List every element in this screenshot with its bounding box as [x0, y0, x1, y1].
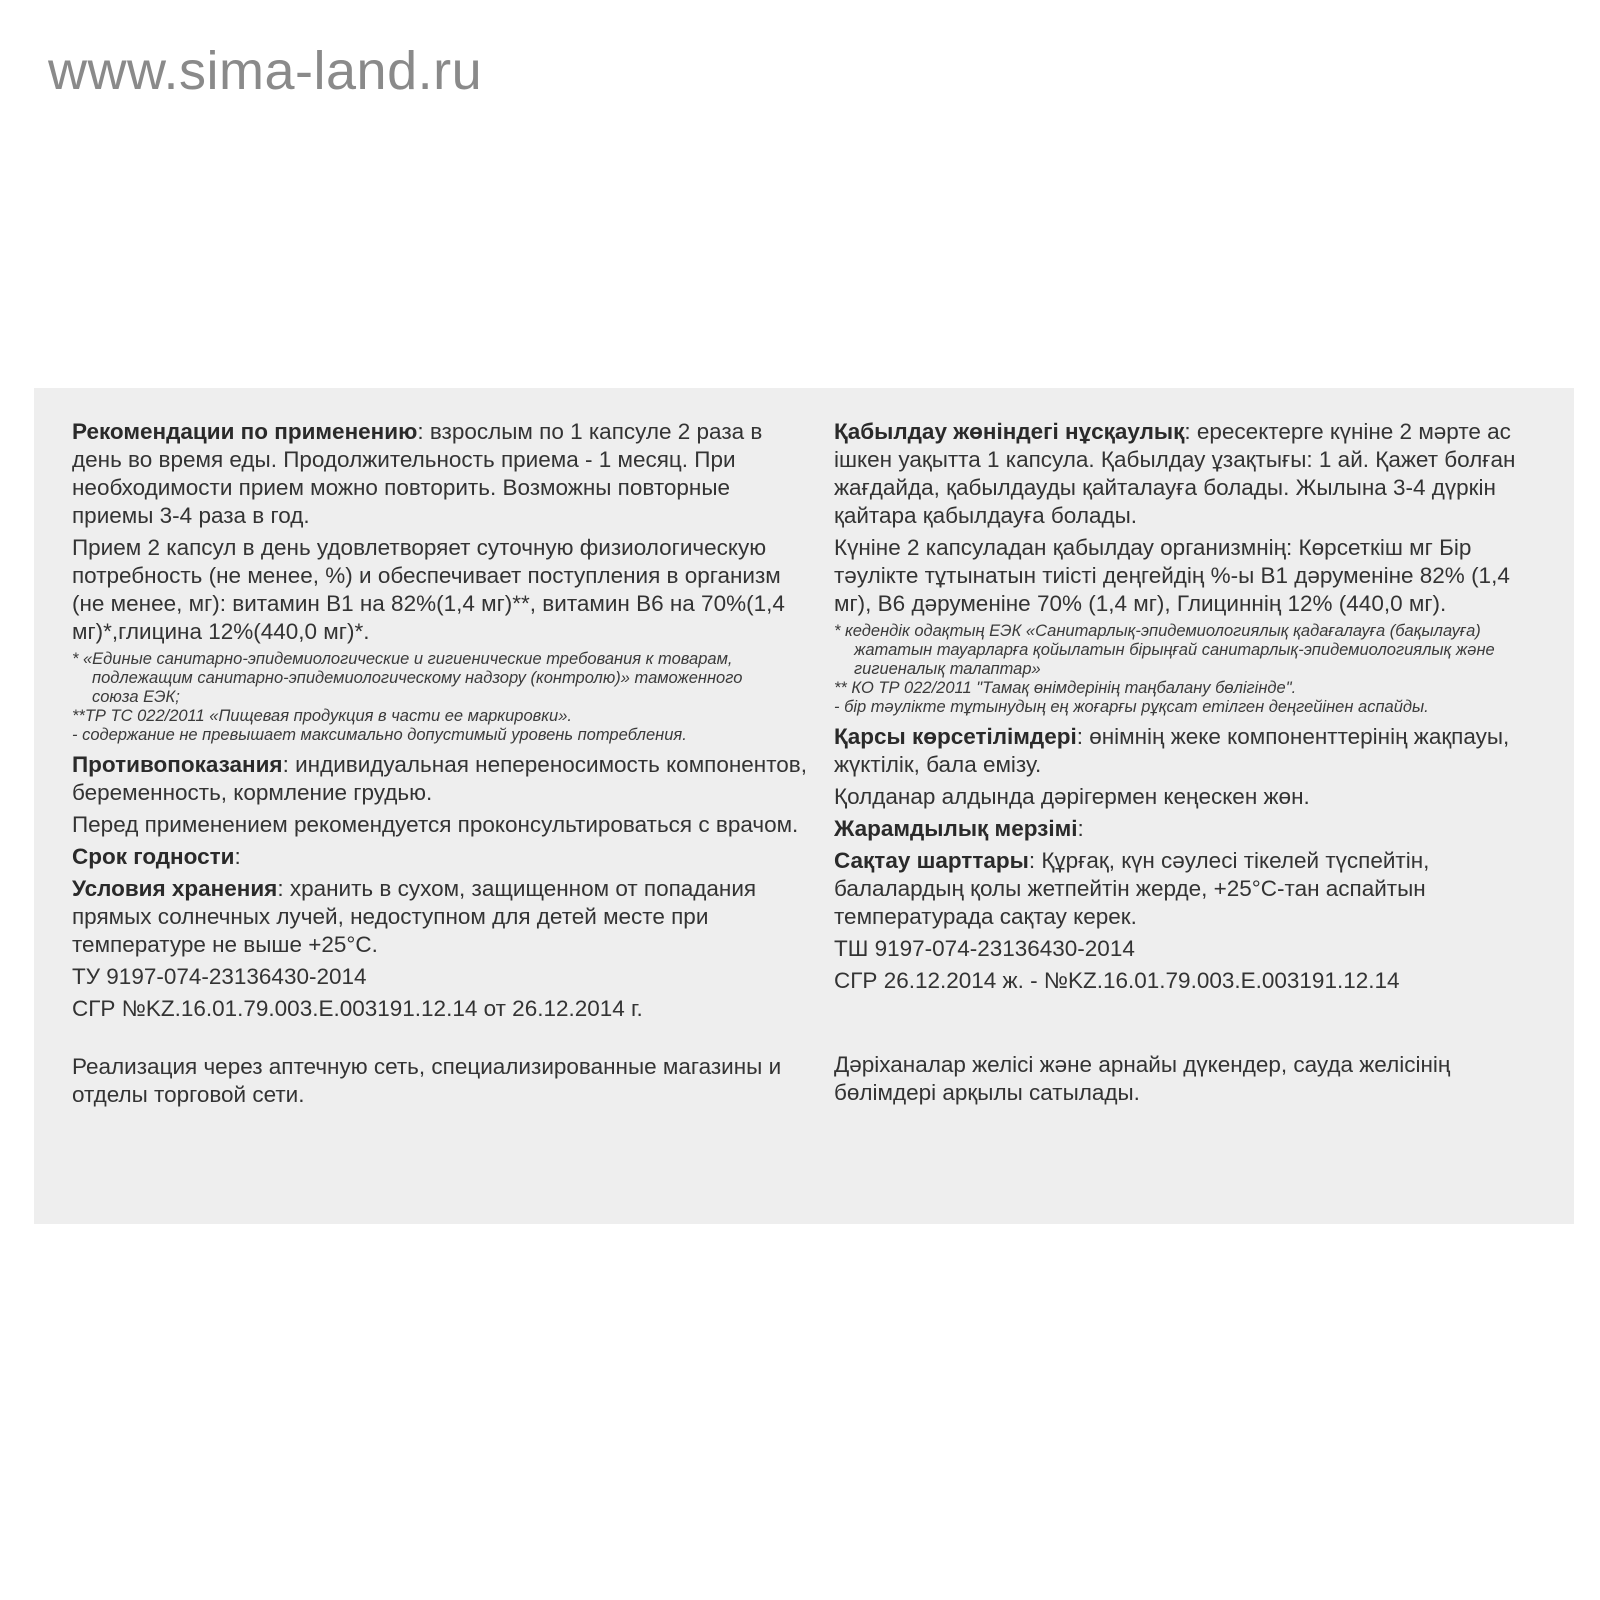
shelf-life-title: Жарамдылық мерзімі [834, 816, 1078, 841]
contraindications-text: : индивидуальная непереносимость компонентов, беременность, кормление грудью. [72, 752, 807, 805]
footnote-2: **ТР ТС 022/2011 «Пищевая продукция в части ее маркировки». [72, 707, 572, 725]
intake-paragraph: Прием 2 капсул в день удовлетворяет суточную физиологическую потребность (не менее, %) и обеспечивает поступления в организм (не менее, мг): витамин В1 на 82%(1,4 мг)**, витамин В6 на 70%(1,4 мг)*,глицина 12%(440,0 мг)*. [72, 535, 785, 644]
footnote-3: - содержание не превышает максимально допустимый уровень потребления. [72, 726, 687, 744]
footnote-1c: гигиеналық талаптар» [854, 660, 1041, 678]
storage-paragraph [834, 847, 1546, 931]
storage-text: : Құрғақ, күн сәулесі тікелей түспейтін, балалардың қолы жетпейтін жерде, +25°С-тан аспайтын температурада сақтау керек. [834, 848, 1430, 929]
footnote-1a: * кедендік одақтың ЕЭК «Санитарлық-эпидемиологиялық қадағалауға (бақылауға) [834, 622, 1481, 640]
sales-paragraph: Дәріханалар желісі және арнайы дүкендер, сауда желісінің бөлімдері арқылы сатылады. [834, 1052, 1451, 1105]
usage-title: Қабылдау жөніндегі нұсқаулық [834, 419, 1185, 444]
usage-title: Рекомендации по применению [72, 419, 418, 444]
package-label-panel [34, 388, 1574, 1224]
usage-paragraph [72, 418, 814, 530]
storage-title: Сақтау шарттары [834, 848, 1029, 873]
footnote-1b: жататын тауарларға қойылатын бірыңғай санитарлық-эпидемиологиялық және [854, 641, 1495, 659]
storage-paragraph [72, 875, 814, 959]
contraindications-paragraph [834, 723, 1546, 779]
footnote-1c: союза ЕЭК; [92, 688, 180, 706]
russian-column [72, 418, 814, 1113]
kazakh-column [834, 418, 1546, 1111]
tu-number: ТУ 9197-074-23136430-2014 [72, 964, 367, 989]
footnote-2: ** КО ТР 022/2011 "Тамақ өнімдерінің таңбалану бөлігінде". [834, 679, 1297, 697]
consult-paragraph: Қолданар алдында дәрігермен кеңескен жөн. [834, 784, 1310, 809]
sales-paragraph: Реализация через аптечную сеть, специализированные магазины и отделы торговой сети. [72, 1054, 782, 1107]
contraindications-title: Противопоказания [72, 752, 283, 777]
shelf-life-paragraph [834, 815, 1546, 843]
footnote-3: - бір тәулікте тұтынудың ең жоғарғы рұқсат етілген деңгейінен аспайды. [834, 698, 1429, 716]
sgr-number: СГР 26.12.2014 ж. - №KZ.16.01.79.003.E.003191.12.14 [834, 968, 1400, 993]
shelf-life-text: : [234, 844, 241, 869]
usage-text: : ересектерге күніне 2 мәрте ас ішкен уақытта 1 капсула. Қабылдау ұзақтығы: 1 ай. Қажет болған жағдайда, қабылдауды қайталауға болады. Жылына 3-4 дүркін қайтара қабылдауға болады. [834, 419, 1516, 528]
shelf-life-paragraph [72, 843, 814, 871]
intake-paragraph: Күніне 2 капсуладан қабылдау организмнің: Көрсеткіш мг Бір тәулікте тұтынатын тиісті деңгейдің %-ы В1 дәруменіне 82% (1,4 мг), В6 дәруменіне 70% (1,4 мг), Глициннің 12% (440,0 мг). [834, 535, 1510, 616]
tu-number: ТШ 9197-074-23136430-2014 [834, 936, 1135, 961]
footnote-1b: подлежащим санитарно-эпидемиологическому надзору (контролю)» таможенного [92, 669, 743, 687]
contraindications-title: Қарсы көрсетілімдері [834, 724, 1077, 749]
footnotes [72, 650, 814, 745]
footnotes [834, 622, 1546, 717]
footnote-1a: * «Единые санитарно-эпидемиологические и гигиенические требования к товарам, [72, 650, 733, 668]
consult-paragraph: Перед применением рекомендуется проконсультироваться с врачом. [72, 812, 799, 837]
sgr-number: СГР №KZ.16.01.79.003.E.003191.12.14 от 26.12.2014 г. [72, 996, 643, 1021]
contraindications-paragraph [72, 751, 814, 807]
usage-text: : взрослым по 1 капсуле 2 раза в день во время еды. Продолжительность приема - 1 месяц. При необходимости прием можно повторить. Возможны повторные приемы 3-4 раза в год. [72, 419, 763, 528]
usage-paragraph [834, 418, 1546, 530]
watermark-url: www.sima-land.ru [48, 41, 483, 101]
storage-text: : хранить в сухом, защищенном от попадания прямых солнечных лучей, недоступном для детей месте при температуре не выше +25°С. [72, 876, 757, 957]
storage-title: Условия хранения [72, 876, 278, 901]
shelf-life-text: : [1077, 816, 1084, 841]
contraindications-text: : өнімнің жеке компоненттерінің жақпауы, жүктілік, бала емізу. [834, 724, 1510, 777]
shelf-life-title: Срок годности [72, 844, 235, 869]
